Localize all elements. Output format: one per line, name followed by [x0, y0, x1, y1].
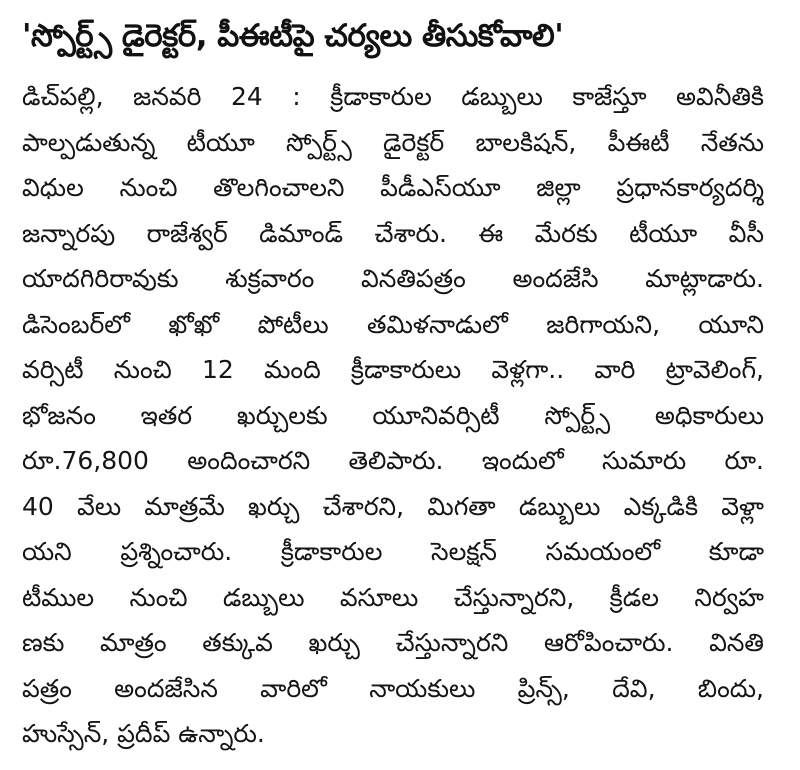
- body-line: ణకు మాత్రం తక్కువ ఖర్చు చేస్తున్నారని ఆరోపించారు. వినతి: [22, 628, 764, 657]
- body-line: యని ప్రశ్నించారు. క్రీడాకారుల సెలక్షన్ సమయంలో కూడా: [22, 537, 764, 566]
- body-line: 40 వేలు మాత్రమే ఖర్చు చేశారని, మిగతా డబ్బులు ఎక్కడికి వెళ్లా: [22, 491, 764, 521]
- body-line: జన్నారపు రాజేశ్వర్ డిమాండ్ చేశారు. ఈ మేరకు టీయూ వీసీ: [22, 218, 764, 248]
- body-line: విధుల నుంచి తొలగించాలని పీడీఎస్‌యూ జిల్లా ప్రధానకార్యదర్శి: [22, 173, 764, 202]
- body-line: టీముల నుంచి డబ్బులు వసూలు చేస్తున్నారని, క్రీడల నిర్వహ: [22, 582, 764, 612]
- body-line: భోజనం ఇతర ఖర్చులకు యూనివర్సిటీ స్పోర్ట్స్ అధికారులు: [22, 400, 764, 430]
- body-line: డిచ్‌పల్లి, జనవరి 24 : క్రీడాకారుల డబ్బులు కాజేస్తూ అవినీతికి: [22, 82, 764, 111]
- body-line: రూ.76,800 అందించారని తెలిపారు. ఇందులో సుమారు రూ.: [22, 446, 764, 475]
- headline: 'స్పోర్ట్స్ డైరెక్టర్, పీఈటీపై చర్యలు తీసుకోవాలి': [22, 18, 564, 54]
- body-line: పాల్పడుతున్న టీయూ స్పోర్ట్స్ డైరెక్టర్ బాలకిషన్, పీఈటీ నేతను: [22, 127, 764, 157]
- body-line: డిసెంబర్‌లో ఖోఖో పోటీలు తమిళనాడులో జరిగాయని, యూని: [22, 309, 764, 339]
- body-line: హుస్సేన్, ప్రదీప్ ఉన్నారు.: [22, 719, 265, 748]
- body-line: వర్సిటీ నుంచి 12 మంది క్రీడాకారులు వెళ్లగా.. వారి ట్రావెలింగ్,: [22, 355, 764, 384]
- article-body: [22, 74, 764, 757]
- body-line: పత్రం అందజేసిన వారిలో నాయకులు ప్రిన్స్, దేవి, బిందు,: [22, 673, 764, 703]
- body-line: యాదగిరిరావుకు శుక్రవారం వినతిపత్రం అందజేసి మాట్లాడారు.: [22, 264, 764, 293]
